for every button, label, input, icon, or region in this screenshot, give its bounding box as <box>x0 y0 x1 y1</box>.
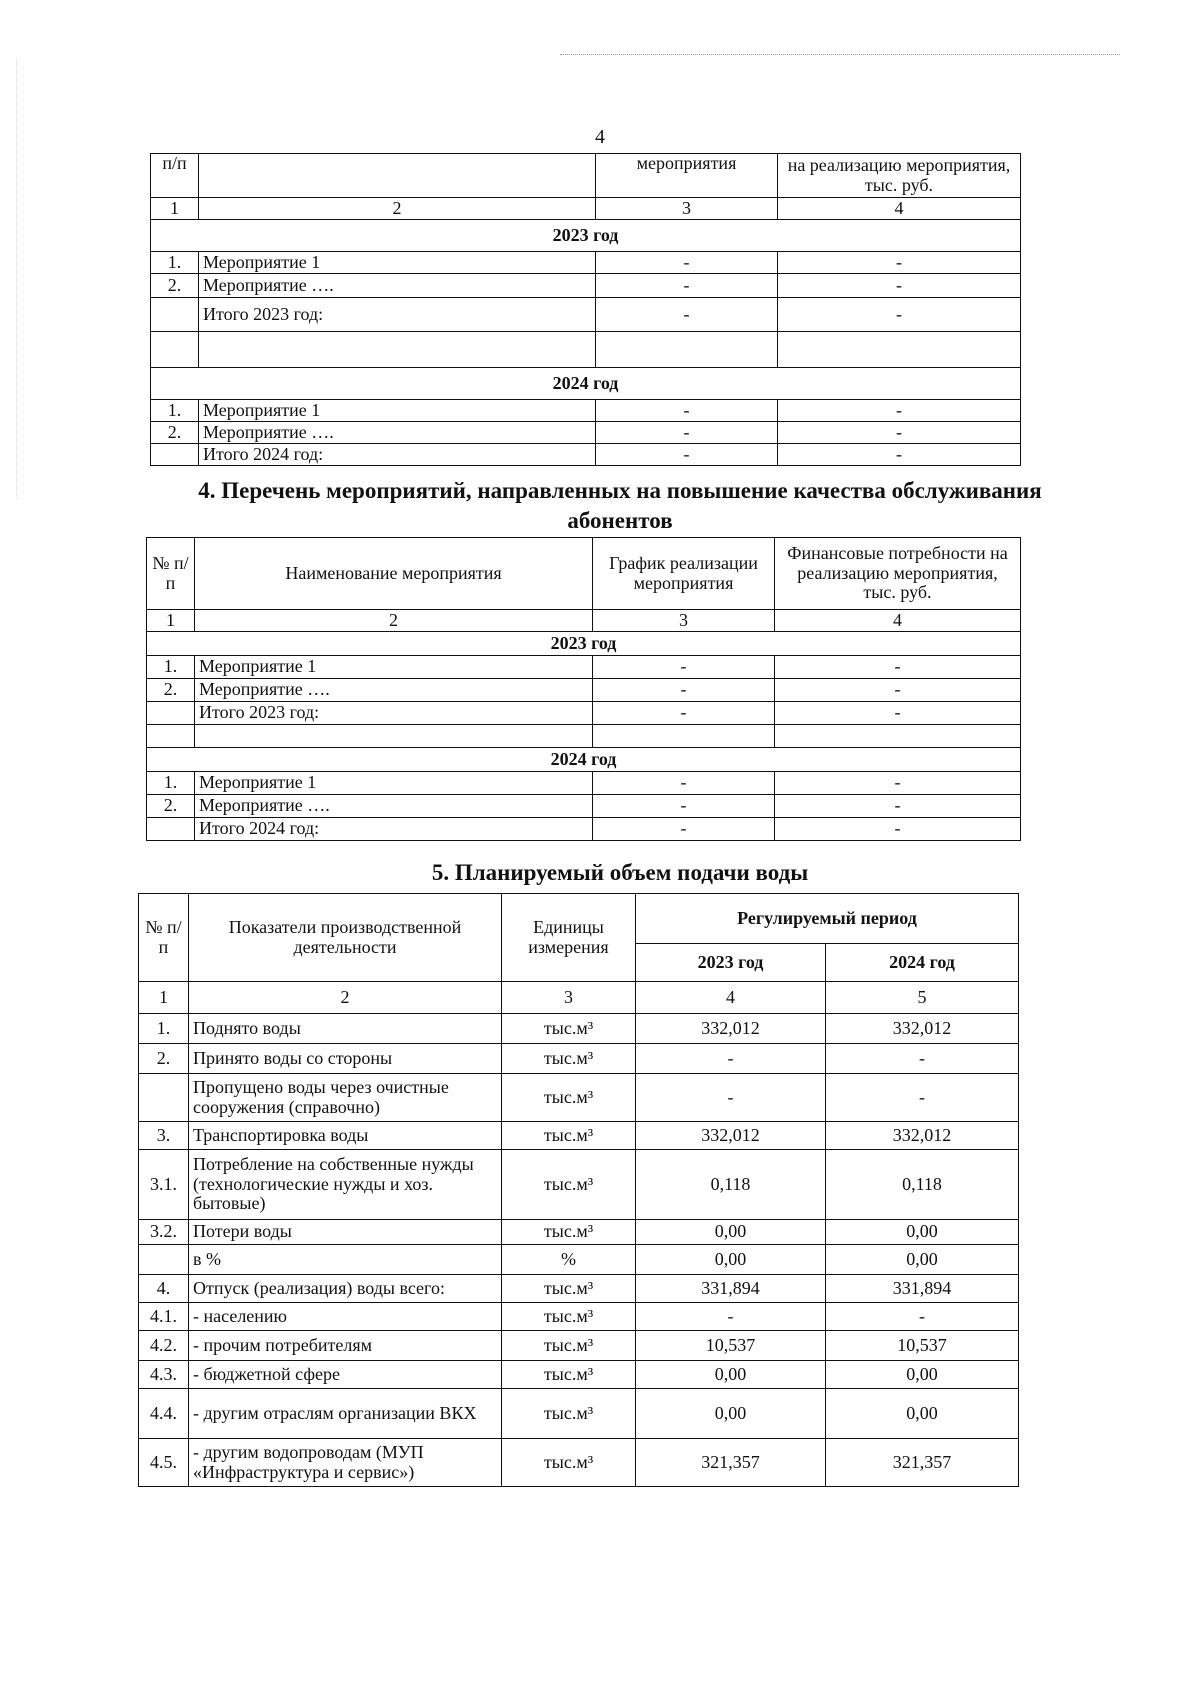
header-schedule: График реализации мероприятия <box>593 538 775 610</box>
year-row: 2024 год <box>147 748 1021 772</box>
table-row: 2. Мероприятие …. - - <box>147 795 1021 818</box>
column-number-row: 1 2 3 4 <box>151 198 1021 220</box>
column-number-row: 1 2 3 4 <box>147 610 1021 632</box>
year-row: 2023 год <box>147 632 1021 656</box>
header-year-2023: 2023 год <box>636 944 826 982</box>
table-row-total: Итого 2024 год: - - <box>147 818 1021 841</box>
table-row: 1. Мероприятие 1 - - <box>151 400 1021 422</box>
table-row: 1. Поднято воды тыс.м³ 332,012 332,012 <box>139 1014 1019 1044</box>
header-num: № п/п <box>147 538 195 610</box>
table-row-total: Итого 2023 год: - - <box>147 702 1021 725</box>
table-row: 1. Мероприятие 1 - - <box>147 656 1021 679</box>
table-row: 2. Мероприятие …. - - <box>151 422 1021 444</box>
header-num: п/п <box>151 154 199 198</box>
header-schedule: мероприятия <box>596 154 778 198</box>
table-row: 4.2. - прочим потребителям тыс.м³ 10,537 10,537 <box>139 1331 1019 1361</box>
table-row: 1. Мероприятие 1 - - <box>147 772 1021 795</box>
section4-table <box>146 537 1021 841</box>
table-row: 3.2. Потери воды тыс.м³ 0,00 0,00 <box>139 1220 1019 1245</box>
section5-title: 5. Планируемый объем подачи воды <box>431 860 809 885</box>
table-row: 4.4. - другим отраслям организации ВКХ тыс.м³ 0,00 0,00 <box>139 1389 1019 1439</box>
section5-table <box>138 893 1019 1487</box>
year-row: 2023 год <box>151 220 1021 252</box>
table-row: 2. Принято воды со стороны тыс.м³ - - <box>139 1044 1019 1074</box>
table-row: 4.5. - другим водопроводам (МУП «Инфраструктура и сервис») тыс.м³ 321,357 321,357 <box>139 1439 1019 1487</box>
table-row: 2. Мероприятие …. - - <box>151 274 1021 298</box>
column-number-row: 1 2 3 4 5 <box>139 982 1019 1014</box>
header-name: Наименование мероприятия <box>195 538 593 610</box>
scan-artifact-line <box>560 54 1120 55</box>
year-row: 2024 год <box>151 368 1021 400</box>
header-indicators: Показатели производственной деятельности <box>189 894 502 982</box>
table-row: Пропущено воды через очистные сооружения (справочно) тыс.м³ - - <box>139 1074 1019 1122</box>
page-number: 4 <box>595 126 605 148</box>
table-row-total: Итого 2023 год: - - <box>151 298 1021 332</box>
table-row: 3.1. Потребление на собственные нужды (технологические нужды и хоз. бытовые) тыс.м³ 0,118 0,118 <box>139 1150 1019 1220</box>
table-row: 3. Транспортировка воды тыс.м³ 332,012 332,012 <box>139 1122 1019 1150</box>
header-finance: Финансовые потребности на реализацию мероприятия, тыс. руб. <box>775 538 1021 610</box>
table-row: 4.1. - населению тыс.м³ - - <box>139 1303 1019 1331</box>
header-units: Единицы измерения <box>502 894 636 982</box>
table-row-total: Итого 2024 год: - - <box>151 444 1021 466</box>
header-year-2024: 2024 год <box>826 944 1019 982</box>
header-name-empty <box>199 154 596 198</box>
table-row: в % % 0,00 0,00 <box>139 1245 1019 1275</box>
header-num: № п/п <box>139 894 189 982</box>
table-header-row <box>139 894 1019 944</box>
table-row-empty <box>147 725 1021 748</box>
table-row: 1. Мероприятие 1 - - <box>151 252 1021 274</box>
table-row: 4.3. - бюджетной сфере тыс.м³ 0,00 0,00 <box>139 1361 1019 1389</box>
table-header-row <box>151 154 1021 198</box>
header-period: Регулируемый период <box>636 894 1019 944</box>
table-header-row <box>147 538 1021 610</box>
table-row: 2. Мероприятие …. - - <box>147 679 1021 702</box>
table-row: 4. Отпуск (реализация) воды всего: тыс.м³ 331,894 331,894 <box>139 1275 1019 1303</box>
section4-title: 4. Перечень мероприятий, направленных на повышение качества обслуживания абонентов <box>198 478 1042 533</box>
table-continued <box>150 153 1021 466</box>
header-finance: на реализацию мероприятия, тыс. руб. <box>778 154 1021 198</box>
table-row-empty <box>151 332 1021 368</box>
